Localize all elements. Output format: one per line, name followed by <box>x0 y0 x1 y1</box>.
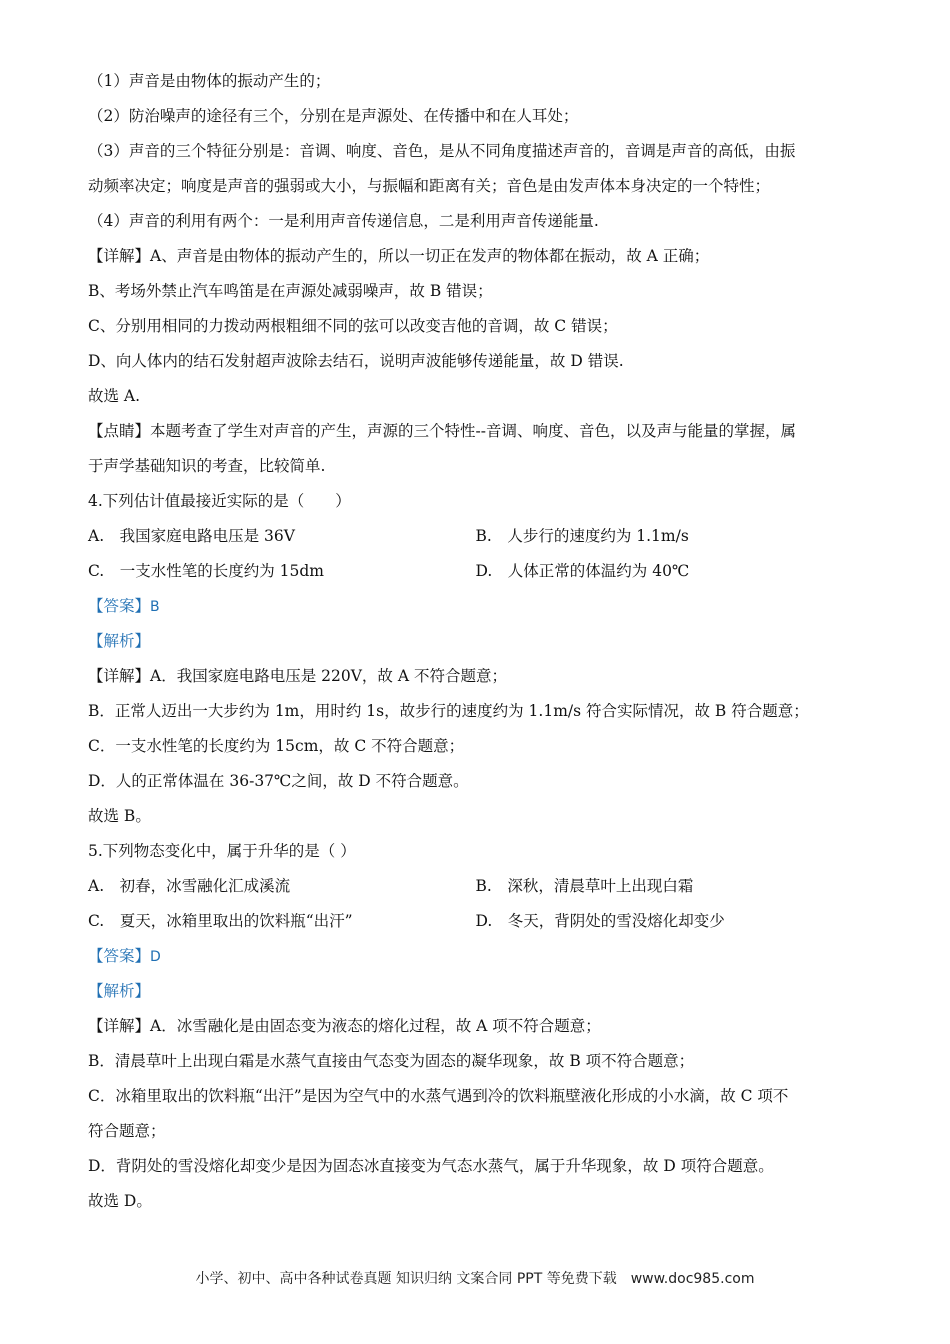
document-page <box>88 64 863 1219</box>
q4-detail-line-2: B．正常人迈出一大步约为 1m，用时约 1s，故步行的速度约为 1.1m/s 符合实际情况，故 B 符合题意； <box>88 702 809 720</box>
intro-line-5: （4）声音的利用有两个：一是利用声音传递信息，二是利用声音传递能量. <box>88 212 599 230</box>
q5-option-c: C. 夏天，冰箱里取出的饮料瓶“出汗” <box>88 912 353 930</box>
intro-line-4: 动频率决定；响度是声音的强弱或大小，与振幅和距离有关；音色是由发声体本身决定的一个特性； <box>88 177 771 195</box>
q5-answer-value: D <box>150 949 161 965</box>
q5-analysis-label: 【解析】 <box>88 982 151 1000</box>
q4-option-c: C. 一支水性笔的长度约为 15dm <box>88 562 325 580</box>
intro-line-1: （1）声音是由物体的振动产生的； <box>88 72 331 90</box>
q4-detail-line-1: 【详解】A．我国家庭电路电压是 220V，故 A 不符合题意； <box>88 667 507 685</box>
q4-answer-value: B <box>150 599 160 615</box>
q4-question: 4.下列估计值最接近实际的是（ ） <box>88 492 351 510</box>
q3-comment-line-2: 于声学基础知识的考查，比较简单. <box>88 457 326 475</box>
q5-detail-line-3: C．冰箱里取出的饮料瓶“出汗”是因为空气中的水蒸气遇到冷的饮料瓶壁液化形成的小水滴，故 C 项不 <box>88 1087 789 1105</box>
q3-detail-line-2: B、考场外禁止汽车鸣笛是在声源处减弱噪声，故 B 错误； <box>88 282 493 300</box>
q5-conclusion: 故选 D。 <box>88 1192 152 1210</box>
q4-options-row-1 <box>88 519 863 554</box>
q5-option-b: B. 深秋，清晨草叶上出现白霜 <box>475 877 694 895</box>
q5-option-a: A. 初春，冰雪融化汇成溪流 <box>88 877 291 895</box>
q4-detail-line-3: C．一支水性笔的长度约为 15cm，故 C 不符合题意； <box>88 737 465 755</box>
intro-line-2: （2）防治噪声的途径有三个，分别在是声源处、在传播中和在人耳处； <box>88 107 579 125</box>
q5-options-row-2 <box>88 904 863 939</box>
q5-answer-label: 【答案】 <box>88 947 151 965</box>
q4-answer-label: 【答案】 <box>88 597 151 615</box>
q4-conclusion: 故选 B。 <box>88 807 151 825</box>
q3-comment-line-1: 【点睛】本题考查了学生对声音的产生，声源的三个特性--音调、响度、音色，以及声与能量的掌握，属 <box>88 422 796 440</box>
q3-detail-line-3: C、分别用相同的力拨动两根粗细不同的弦可以改变吉他的音调，故 C 错误； <box>88 317 618 335</box>
q4-option-a: A. 我国家庭电路电压是 36V <box>88 527 295 545</box>
q3-detail-line-4: D、向人体内的结石发射超声波除去结石，说明声波能够传递能量，故 D 错误. <box>88 352 624 370</box>
q4-answer <box>88 589 863 624</box>
q5-question: 5.下列物态变化中，属于升华的是（ ） <box>88 842 356 860</box>
q5-answer <box>88 939 863 974</box>
q4-analysis-label: 【解析】 <box>88 632 151 650</box>
q4-detail-line-4: D．人的正常体温在 36-37℃之间，故 D 不符合题意。 <box>88 772 469 790</box>
q4-options-row-2 <box>88 554 863 589</box>
q5-detail-line-4: 符合题意； <box>88 1122 166 1140</box>
q5-detail-line-5: D．背阴处的雪没熔化却变少是因为固态冰直接变为气态水蒸气，属于升华现象，故 D 项符合题意。 <box>88 1157 774 1175</box>
intro-line-3: （3）声音的三个特征分别是：音调、响度、音色，是从不同角度描述声音的，音调是声音的高低，由振 <box>88 142 796 160</box>
q5-detail-line-1: 【详解】A．冰雪融化是由固态变为液态的熔化过程，故 A 项不符合题意； <box>88 1017 601 1035</box>
q3-detail-line-1: 【详解】A、声音是由物体的振动产生的，所以一切正在发声的物体都在振动，故 A 正确； <box>88 247 710 265</box>
q4-option-d: D. 人体正常的体温约为 40℃ <box>475 562 690 580</box>
q3-conclusion: 故选 A. <box>88 387 141 405</box>
q4-option-b: B. 人步行的速度约为 1.1m/s <box>475 527 689 545</box>
page-footer: 小学、初中、高中各种试卷真题 知识归纳 文案合同 PPT 等免费下载 www.doc985.com <box>195 1271 755 1287</box>
q5-option-d: D. 冬天，背阴处的雪没熔化却变少 <box>475 912 725 930</box>
q5-options-row-1 <box>88 869 863 904</box>
q5-detail-line-2: B．清晨草叶上出现白霜是水蒸气直接由气态变为固态的凝华现象，故 B 项不符合题意； <box>88 1052 695 1070</box>
